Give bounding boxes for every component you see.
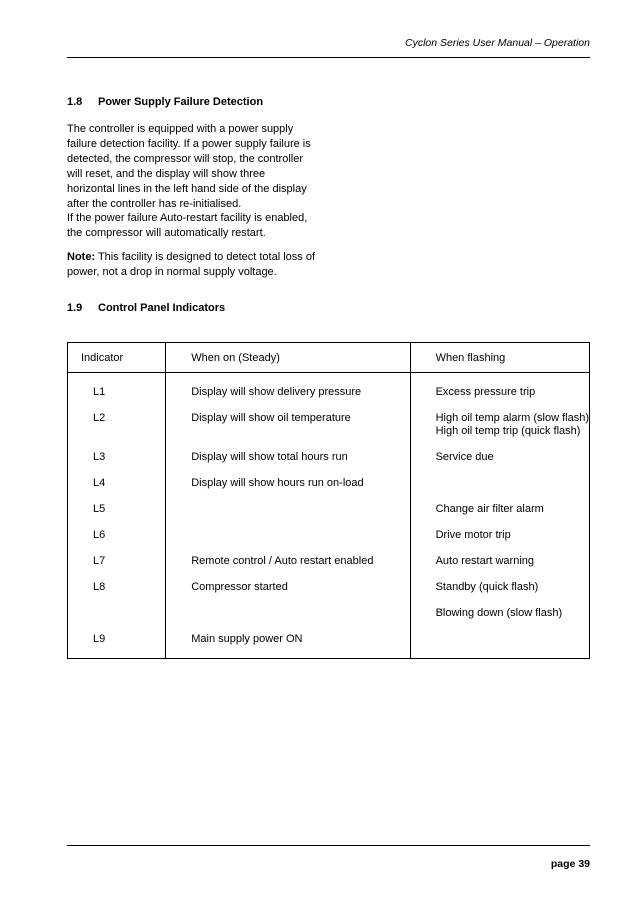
text-line: will reset, and the display will show three [67, 168, 266, 180]
flashing-cell: Service due [435, 451, 494, 463]
flashing-cell: Auto restart warning [435, 555, 534, 567]
indicator-cell: L7 [93, 555, 106, 567]
text-line: The controller is equipped with a power supply [67, 123, 294, 135]
indicator-cell: L9 [93, 633, 106, 645]
steady-cell [191, 503, 409, 516]
section-number: 1.8 [67, 96, 83, 108]
steady-cell [191, 425, 409, 438]
steady-column [166, 373, 410, 659]
flashing-cell: Blowing down (slow flash) [435, 607, 563, 619]
note-text: This facility is designed to detect total loss of [95, 251, 316, 263]
steady-cell: Remote control / Auto restart enabled [191, 555, 374, 567]
section-title: Power Supply Failure Detection [98, 96, 264, 108]
section-number: 1.9 [67, 302, 83, 314]
indicator-cell: L3 [93, 451, 106, 463]
flashing-cell: High oil temp trip (quick flash) [435, 425, 581, 437]
indicator-cell [93, 425, 165, 438]
steady-cell: Compressor started [191, 581, 288, 593]
steady-cell: Display will show total hours run [191, 451, 348, 463]
section-heading-1-8 [67, 96, 263, 108]
steady-cell: Main supply power ON [191, 633, 303, 645]
steady-cell [191, 529, 409, 542]
flashing-column [410, 373, 589, 659]
indicator-cell: L1 [93, 386, 106, 398]
page-number: page 39 [550, 858, 590, 870]
text-line [67, 250, 322, 265]
indicator-cell: L4 [93, 477, 106, 489]
section-title: Control Panel Indicators [98, 302, 226, 314]
flashing-cell: Excess pressure trip [435, 386, 536, 398]
table-body-row [68, 373, 590, 659]
flashing-cell: Drive motor trip [435, 529, 511, 541]
running-header: Cyclon Series User Manual – Operation [404, 37, 590, 49]
note-label: Note: [67, 251, 96, 263]
steady-cell: Display will show hours run on-load [191, 477, 364, 489]
indicator-cell: L8 [93, 581, 106, 593]
column-header-flashing: When flashing [410, 343, 589, 373]
text-line: the compressor will automatically restart. [67, 227, 266, 239]
text-line: horizontal lines in the left hand side of the display [67, 183, 307, 195]
header-rule [67, 57, 590, 58]
text-line: failure detection facility. If a power supply failure is [67, 138, 311, 150]
column-header-steady: When on (Steady) [166, 343, 410, 373]
indicator-cell: L5 [93, 503, 106, 515]
flashing-cell: High oil temp alarm (slow flash) [435, 412, 589, 424]
section-heading-1-9 [67, 302, 225, 314]
steady-cell: Display will show oil temperature [191, 412, 351, 424]
text-line: power, not a drop in normal supply voltage. [67, 266, 277, 278]
flashing-cell: Change air filter alarm [435, 503, 544, 515]
indicator-cell: L6 [93, 529, 106, 541]
indicator-table [67, 342, 590, 659]
indicator-cell [93, 607, 165, 620]
paragraph-power-failure [67, 122, 322, 212]
text-line: If the power failure Auto-restart facility is enabled, [67, 212, 308, 224]
flashing-cell [436, 633, 589, 646]
paragraph-auto-restart [67, 211, 322, 241]
indicator-column [68, 373, 166, 659]
table-header-row [68, 343, 590, 373]
steady-cell [191, 607, 409, 620]
footer-rule [67, 845, 590, 846]
note-paragraph [67, 250, 322, 280]
text-line: after the controller has re-initialised. [67, 198, 242, 210]
indicator-cell: L2 [93, 412, 106, 424]
flashing-cell: Standby (quick flash) [435, 581, 539, 593]
flashing-cell [436, 477, 589, 490]
text-line: detected, the compressor will stop, the controller [67, 153, 304, 165]
column-header-indicator: Indicator [68, 343, 166, 373]
steady-cell: Display will show delivery pressure [191, 386, 362, 398]
